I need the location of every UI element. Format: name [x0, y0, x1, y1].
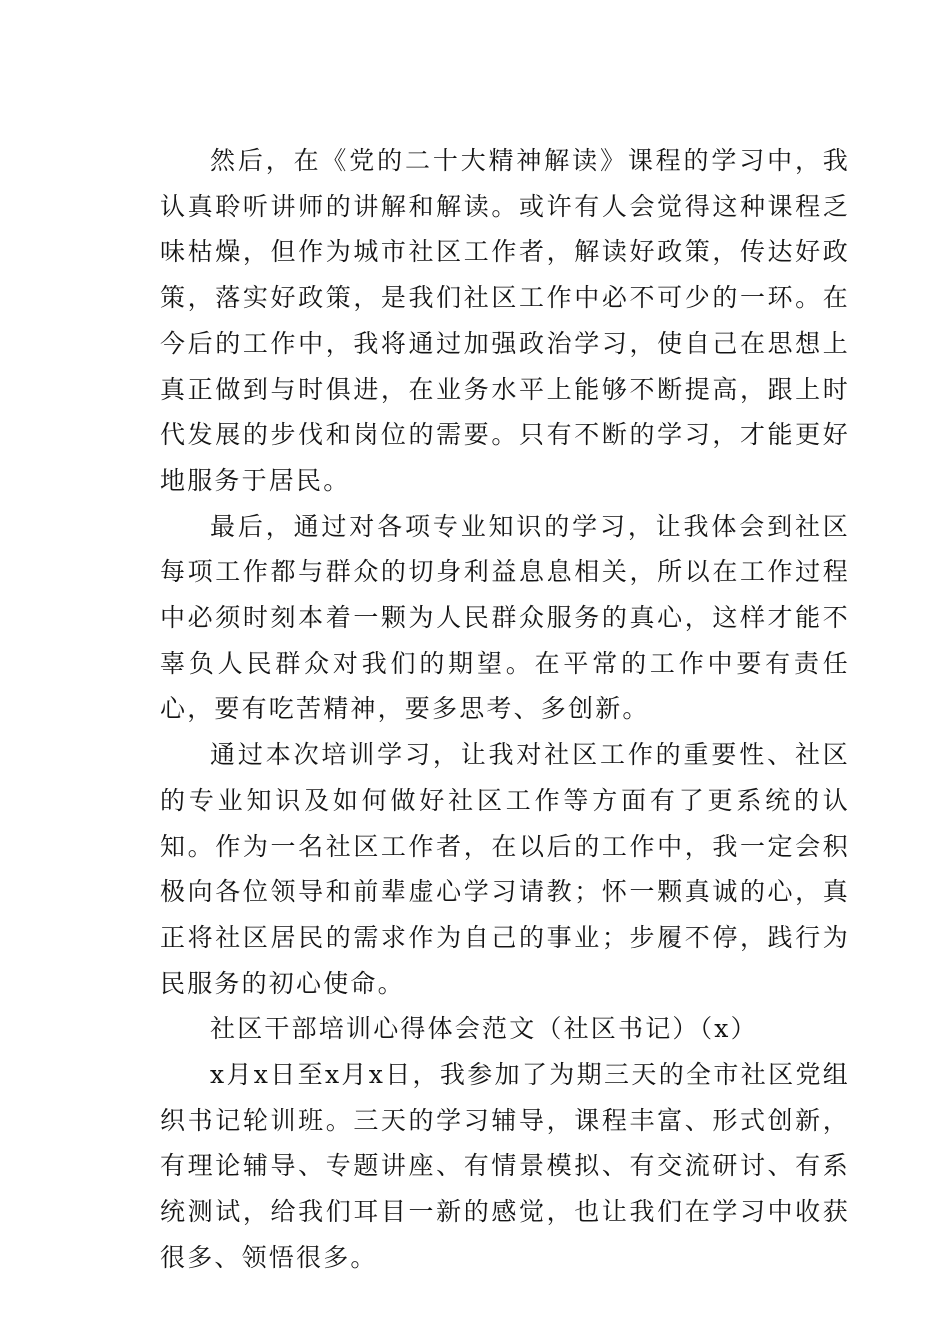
paragraph-course-study: 然后，在《党的二十大精神解读》课程的学习中，我认真聆听讲师的讲解和解读。或许有人会觉得这种课程乏味枯燥，但作为城市社区工作者，解读好政策，传达好政策，落实好政策，是我们社区工作中必不可少的一环。在今后的工作中，我将通过加强政治学习，使自己在思想上真正做到与时俱进，在业务水平上能够不断提高，跟上时代发展的步伐和岗位的需要。只有不断的学习，才能更好地服务于居民。 — [160, 146, 850, 495]
document-body — [160, 138, 850, 1281]
paragraph-professional-knowledge: 最后，通过对各项专业知识的学习，让我体会到社区每项工作都与群众的切身利益息息相关，所以在工作过程中必须时刻本着一颗为人民群众服务的真心，这样才能不辜负人民群众对我们的期望。在平常的工作中要有责任心，要有吃苦精神，要多思考、多创新。 — [160, 511, 850, 724]
paragraph-training-intro: x月x日至x月x日，我参加了为期三天的全市社区党组织书记轮训班。三天的学习辅导，课程丰富、形式创新，有理论辅导、专题讲座、有情景模拟、有交流研讨、有系统测试，给我们耳目一新的感觉，也让我们在学习中收获很多、领悟很多。 — [160, 1060, 850, 1272]
section-heading: 社区干部培训心得体会范文（社区书记）（x） — [210, 1014, 758, 1044]
paragraph-training-summary: 通过本次培训学习，让我对社区工作的重要性、社区的专业知识及如何做好社区工作等方面有了更系统的认知。作为一名社区工作者，在以后的工作中，我一定会积极向各位领导和前辈虚心学习请教；怀一颗真诚的心，真正将社区居民的需求作为自己的事业；步履不停，践行为民服务的初心使命。 — [160, 740, 850, 998]
